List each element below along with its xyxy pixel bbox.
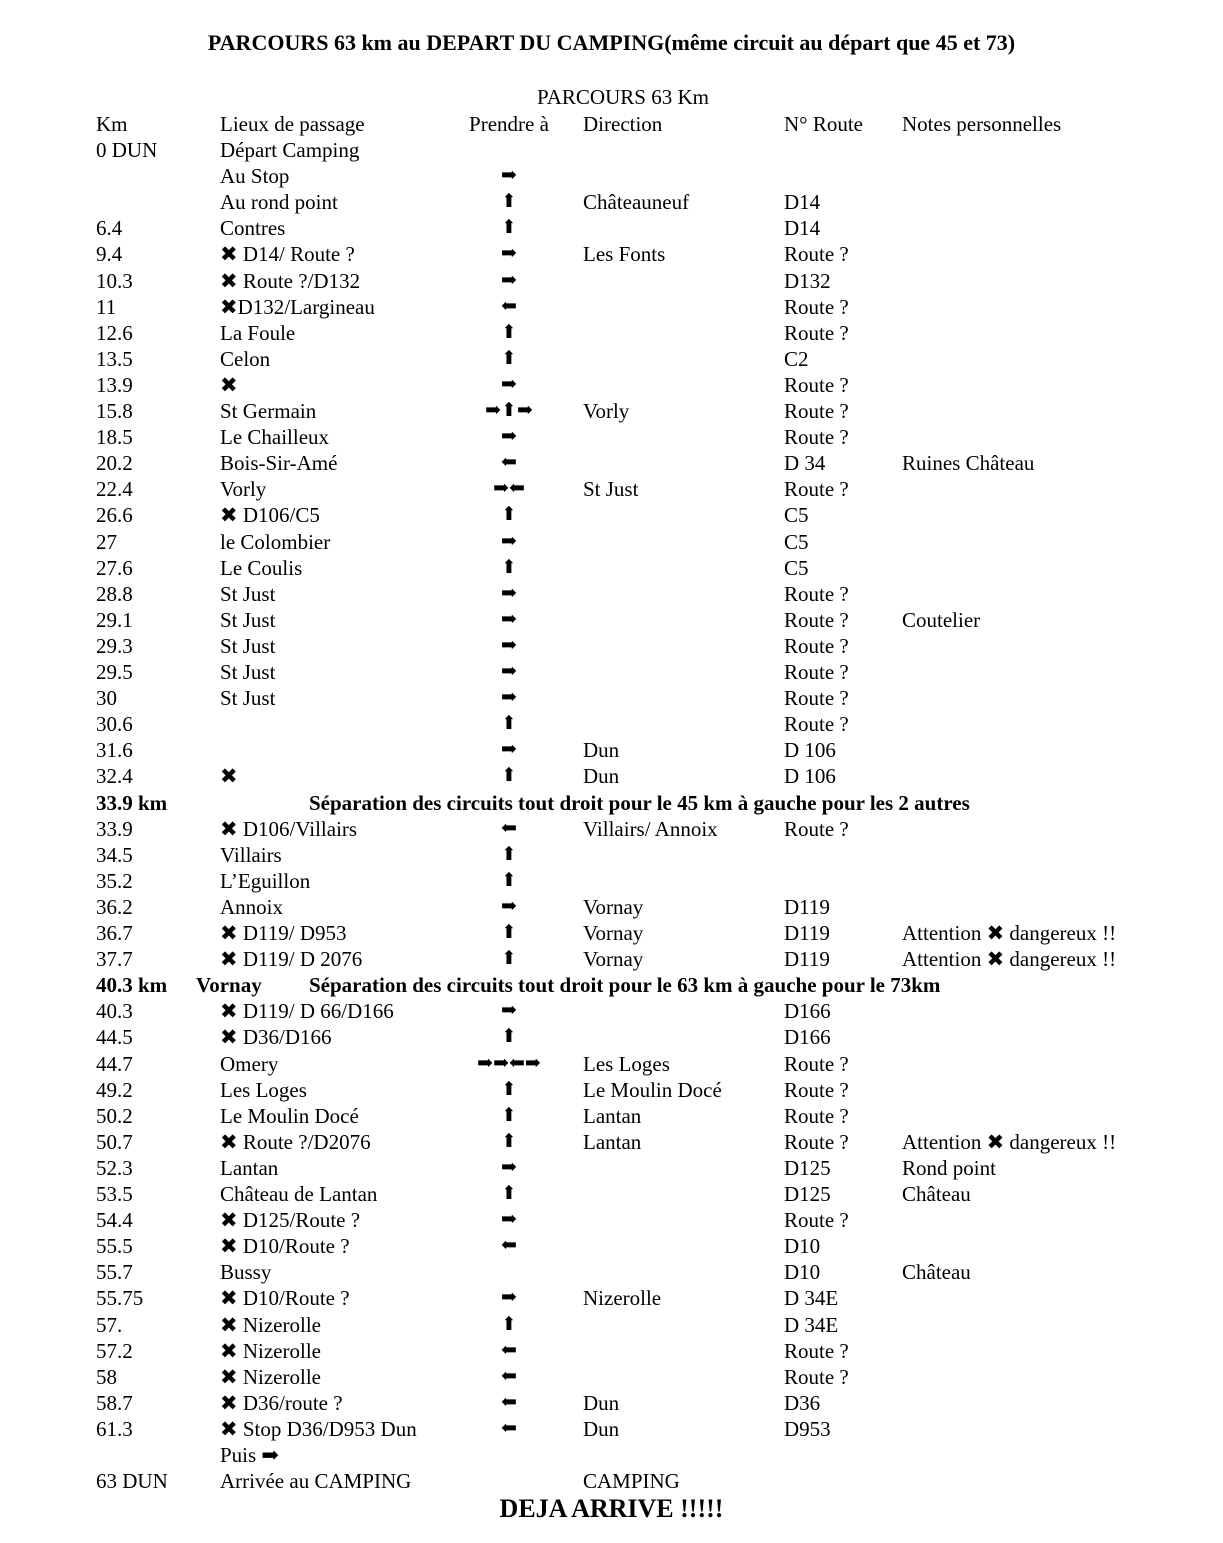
arrow-icons: ⬆ <box>501 922 517 943</box>
table-row <box>0 1416 1223 1442</box>
km-cell: 35.2 <box>96 868 133 893</box>
arrow-icons: ➡ <box>501 1156 517 1178</box>
km-cell: 11 <box>96 294 117 319</box>
place-cell: Arrivée au CAMPING <box>220 1469 412 1494</box>
direction-cell: Châteauneuf <box>583 190 690 215</box>
arrow-icons: ➡ <box>501 373 517 395</box>
km-cell: 53.5 <box>96 1182 133 1206</box>
arrow-icons: ⬆ <box>501 321 517 343</box>
separator-km: 40.3 km <box>96 973 168 998</box>
table-row <box>0 529 1223 555</box>
table-row <box>0 1155 1223 1181</box>
direction-cell: St Just <box>583 477 639 502</box>
arrow-icons: ➡ <box>501 582 517 604</box>
table-row <box>0 1103 1223 1129</box>
place-cell: ✖ D106/Villairs <box>220 816 358 841</box>
route-cell: D10 <box>784 1260 821 1285</box>
table-row <box>0 1390 1223 1416</box>
route-cell: D166 <box>784 1025 831 1050</box>
table-row <box>0 711 1223 737</box>
route-cell: C5 <box>784 555 809 580</box>
notes-cell: Château <box>902 1182 971 1206</box>
arrow-icons: ➡ <box>501 1000 517 1022</box>
km-cell: 13.9 <box>96 372 133 397</box>
km-cell: 40.3 <box>96 999 133 1024</box>
table-row <box>0 685 1223 711</box>
place-cell: ✖D132/Largineau <box>220 294 375 319</box>
km-cell: 36.7 <box>96 921 133 945</box>
route-cell: D10 <box>784 1234 821 1259</box>
table-row <box>0 633 1223 659</box>
route-cell: Route ? <box>784 633 849 658</box>
table-row <box>0 424 1223 450</box>
km-cell: 27.6 <box>96 555 133 580</box>
place-cell: Villairs <box>220 842 282 867</box>
route-cell: Route ? <box>784 399 849 423</box>
arrow-icons: ➡ <box>501 1287 517 1309</box>
place-cell: Celon <box>220 346 271 371</box>
km-cell: 34.5 <box>96 842 133 867</box>
route-cell: Route ? <box>784 712 849 737</box>
direction-cell: Vorly <box>583 399 630 423</box>
arrow-icons: ➡ <box>501 426 517 448</box>
direction-cell: Dun <box>583 1390 620 1415</box>
arrow-icons: ➡ <box>501 687 517 709</box>
table-subtitle: PARCOURS 63 Km <box>537 85 709 109</box>
place-cell: Omery <box>220 1051 279 1076</box>
route-cell: Route ? <box>784 425 849 450</box>
km-cell: 44.7 <box>96 1051 133 1076</box>
route-cell: Route ? <box>784 242 849 267</box>
table-row <box>0 737 1223 763</box>
page-title: PARCOURS 63 km au DEPART DU CAMPING(même circuit au départ que 45 et 73) <box>207 30 1016 55</box>
place-cell: le Colombier <box>220 529 331 554</box>
arrow-icons: ➡ <box>501 269 517 291</box>
arrow-icons: ⬅ <box>501 1339 517 1361</box>
direction-cell: Dun <box>583 1416 620 1441</box>
direction-cell: Lantan <box>583 1129 642 1154</box>
arrow-icons: ⬆ <box>501 869 517 891</box>
table-row <box>0 1312 1223 1338</box>
place-cell: St Just <box>220 581 276 606</box>
km-cell: 30 <box>96 686 117 711</box>
km-cell: 50.2 <box>96 1103 133 1128</box>
place-cell: St Just <box>220 660 276 684</box>
km-cell: 0 DUN <box>96 138 158 162</box>
separator-place: Vornay <box>196 973 262 998</box>
route-cell: Route ? <box>784 372 849 397</box>
route-cell: Route ? <box>784 294 849 319</box>
table-row <box>0 137 1223 163</box>
header-place: Lieux de passage <box>220 112 365 136</box>
place-cell: Le Moulin Docé <box>220 1103 359 1128</box>
place-cell: Puis ➡ <box>220 1443 280 1467</box>
separator-row <box>0 972 1223 998</box>
place-cell: Bois-Sir-Amé <box>220 451 338 476</box>
route-cell: Route ? <box>784 1129 849 1154</box>
place-cell: ✖ <box>220 764 238 789</box>
km-cell: 12.6 <box>96 320 133 345</box>
table-row <box>0 1285 1223 1311</box>
direction-cell: Villairs/ Annoix <box>583 816 718 841</box>
separator-row <box>0 790 1223 816</box>
direction-cell: Dun <box>583 738 620 763</box>
arrow-icons: ⬆ <box>501 217 517 239</box>
place-cell: Au rond point <box>220 190 338 215</box>
arrow-icons: ⬆ <box>501 1183 517 1204</box>
arrow-icons: ➡⬆➡ <box>485 400 533 421</box>
place-cell: Contres <box>220 216 286 241</box>
place-cell: L’Eguillon <box>220 868 311 893</box>
place-cell: ✖ <box>220 372 238 397</box>
table-row <box>0 1468 1223 1494</box>
km-cell: 55.75 <box>96 1286 144 1311</box>
route-cell: C5 <box>784 529 809 554</box>
km-cell: 27 <box>96 529 117 554</box>
km-cell: 29.3 <box>96 633 133 658</box>
table-row <box>0 894 1223 920</box>
route-cell: D 106 <box>784 738 836 763</box>
table-row <box>0 372 1223 398</box>
route-cell: D 34E <box>784 1286 839 1311</box>
header-route: N° Route <box>784 112 863 136</box>
km-cell: 6.4 <box>96 216 123 241</box>
direction-cell: Les Loges <box>583 1051 670 1076</box>
route-cell: Route ? <box>784 1077 849 1102</box>
place-cell: Vorly <box>220 477 267 502</box>
direction-cell: Nizerolle <box>583 1286 662 1311</box>
route-cell: D14 <box>784 190 821 215</box>
table-row <box>0 816 1223 842</box>
direction-cell: Les Fonts <box>583 242 666 267</box>
separator-text: Séparation des circuits tout droit pour le 63 km à gauche pour le 73km <box>309 973 941 998</box>
route-cell: Route ? <box>784 1364 849 1389</box>
place-cell: ✖ D119/ D 2076 <box>220 947 363 972</box>
route-cell: Route ? <box>784 816 849 841</box>
km-cell: 61.3 <box>96 1416 133 1441</box>
arrow-icons: ⬅ <box>501 1235 517 1257</box>
arrow-icons: ⬅ <box>501 295 517 317</box>
place-cell: St Just <box>220 686 276 711</box>
place-cell: ✖ D119/ D 66/D166 <box>220 999 394 1024</box>
place-cell: St Just <box>220 633 276 658</box>
place-cell: Départ Camping <box>220 138 360 162</box>
place-cell: Annoix <box>220 894 283 919</box>
route-cell: D119 <box>784 894 830 919</box>
km-cell: 52.3 <box>96 1155 133 1180</box>
table-row <box>0 998 1223 1024</box>
route-cell: D119 <box>784 947 830 972</box>
place-cell: ✖ Route ?/D132 <box>220 268 361 293</box>
place-cell: Le Chailleux <box>220 425 330 450</box>
place-cell: ✖ D14/ Route ? <box>220 242 355 267</box>
table-row <box>0 946 1223 972</box>
arrow-icons: ➡ <box>501 739 517 761</box>
place-cell: ✖ Nizerolle <box>220 1312 321 1337</box>
route-cell: D 106 <box>784 764 836 789</box>
route-cell: Route ? <box>784 1051 849 1076</box>
place-cell: St Germain <box>220 399 317 423</box>
notes-cell: Coutelier <box>902 607 981 632</box>
km-cell: 20.2 <box>96 451 133 476</box>
km-cell: 29.1 <box>96 607 133 632</box>
arrow-icons: ⬆ <box>501 347 517 369</box>
table-row <box>0 555 1223 581</box>
route-cell: D36 <box>784 1390 821 1415</box>
arrow-icons: ⬅ <box>501 817 517 839</box>
table-row <box>0 920 1223 946</box>
header-take: Prendre à <box>469 112 549 136</box>
km-cell: 44.5 <box>96 1025 133 1050</box>
header-km: Km <box>96 112 128 136</box>
arrow-icons: ⬅ <box>501 452 517 474</box>
table-row <box>0 1259 1223 1285</box>
route-cell: Route ? <box>784 581 849 606</box>
route-cell: D14 <box>784 216 821 241</box>
table-row <box>0 346 1223 372</box>
table-row <box>0 868 1223 894</box>
route-cell: Route ? <box>784 607 849 632</box>
notes-cell: Rond point <box>902 1155 996 1180</box>
table-row <box>0 607 1223 633</box>
km-cell: 15.8 <box>96 399 133 423</box>
arrow-icons: ➡ <box>501 243 517 265</box>
arrow-icons: ⬆ <box>501 1130 517 1152</box>
route-cell: C5 <box>784 503 809 528</box>
arrow-icons: ⬆ <box>501 191 517 213</box>
km-cell: 57. <box>96 1312 123 1337</box>
km-cell: 13.5 <box>96 346 133 371</box>
table-row <box>0 320 1223 346</box>
km-cell: 29.5 <box>96 660 133 684</box>
km-cell: 55.7 <box>96 1260 133 1285</box>
place-cell: ✖ D106/C5 <box>220 503 320 528</box>
place-cell: ✖ D119/ D953 <box>220 921 347 945</box>
separator-text: Séparation des circuits tout droit pour le 45 km à gauche pour les 2 autres <box>309 790 970 815</box>
place-cell: Bussy <box>220 1260 272 1285</box>
arrow-icons: ➡ <box>501 634 517 656</box>
route-cell: D132 <box>784 268 831 293</box>
route-cell: Route ? <box>784 1208 849 1233</box>
notes-cell: Attention ✖ dangereux !! <box>902 947 1117 972</box>
direction-cell: CAMPING <box>583 1469 680 1494</box>
arrow-icons: ⬆ <box>501 1078 517 1100</box>
table-row <box>0 1051 1223 1077</box>
header-notes: Notes personnelles <box>902 112 1062 136</box>
km-cell: 36.2 <box>96 894 133 919</box>
table-row <box>0 659 1223 685</box>
km-cell: 54.4 <box>96 1208 133 1233</box>
table-row <box>0 398 1223 424</box>
km-cell: 18.5 <box>96 425 133 450</box>
route-cell: Route ? <box>784 320 849 345</box>
arrow-icons: ⬅ <box>501 1365 517 1387</box>
km-cell: 57.2 <box>96 1338 133 1363</box>
arrow-icons: ➡ <box>501 165 517 187</box>
km-cell: 50.7 <box>96 1129 133 1154</box>
km-cell: 63 DUN <box>96 1469 168 1494</box>
place-cell: ✖ Nizerolle <box>220 1364 321 1389</box>
route-cell: D125 <box>784 1155 831 1180</box>
arrow-icons: ⬆ <box>501 713 517 735</box>
km-cell: 31.6 <box>96 738 133 763</box>
direction-cell: Vornay <box>583 921 644 945</box>
place-cell: ✖ D10/Route ? <box>220 1234 350 1259</box>
place-cell: ✖ D10/Route ? <box>220 1286 350 1311</box>
table-row <box>0 163 1223 189</box>
place-cell: ✖ D125/Route ? <box>220 1208 361 1233</box>
arrow-icons: ➡ <box>501 661 517 682</box>
arrow-icons: ➡➡⬅➡ <box>477 1052 541 1074</box>
arrow-icons: ➡⬅ <box>493 478 525 500</box>
separator-km: 33.9 km <box>96 790 168 815</box>
km-cell: 22.4 <box>96 477 133 502</box>
table-row <box>0 502 1223 528</box>
km-cell: 49.2 <box>96 1077 133 1102</box>
table-row <box>0 842 1223 868</box>
direction-cell: Lantan <box>583 1103 642 1128</box>
km-cell: 58 <box>96 1364 117 1389</box>
km-cell: 10.3 <box>96 268 133 293</box>
route-cell: D 34E <box>784 1312 839 1337</box>
table-row <box>0 476 1223 502</box>
place-cell: Le Coulis <box>220 555 303 580</box>
table-row <box>0 581 1223 607</box>
km-cell: 55.5 <box>96 1234 133 1259</box>
arrow-icons: ⬅ <box>501 1417 517 1439</box>
arrow-icons: ⬆ <box>501 1026 517 1048</box>
direction-cell: Vornay <box>583 947 644 972</box>
arrow-icons: ➡ <box>501 895 517 917</box>
place-cell: ✖ D36/D166 <box>220 1025 332 1050</box>
arrow-icons: ⬅ <box>501 1391 517 1413</box>
notes-cell: Attention ✖ dangereux !! <box>902 1129 1117 1154</box>
arrival-message: DEJA ARRIVE !!!!! <box>499 1494 724 1523</box>
place-cell: ✖ D36/route ? <box>220 1390 343 1415</box>
route-cell: D 34 <box>784 451 826 476</box>
notes-cell: Ruines Château <box>902 451 1035 476</box>
table-row <box>0 1077 1223 1103</box>
km-cell: 9.4 <box>96 242 123 267</box>
notes-cell: Attention ✖ dangereux !! <box>902 921 1117 945</box>
table-row <box>0 189 1223 215</box>
table-row <box>0 1233 1223 1259</box>
arrow-icons: ⬆ <box>501 556 517 578</box>
arrow-icons: ⬆ <box>501 504 517 526</box>
table-row <box>0 1129 1223 1155</box>
table-header <box>0 111 1223 137</box>
place-cell: St Just <box>220 607 276 632</box>
table-row <box>0 241 1223 267</box>
table-row <box>0 763 1223 789</box>
route-cell: Route ? <box>784 1103 849 1128</box>
route-cell: C2 <box>784 346 809 371</box>
arrow-icons: ➡ <box>501 608 517 630</box>
route-cell: D119 <box>784 921 830 945</box>
route-cell: Route ? <box>784 686 849 711</box>
table-row <box>0 268 1223 294</box>
arrow-icons: ⬆ <box>501 948 517 970</box>
table-row <box>0 1207 1223 1233</box>
km-cell: 30.6 <box>96 712 133 737</box>
direction-cell: Le Moulin Docé <box>583 1077 722 1102</box>
route-cell: Route ? <box>784 477 849 502</box>
km-cell: 28.8 <box>96 581 133 606</box>
km-cell: 58.7 <box>96 1390 133 1415</box>
arrow-icons: ➡ <box>501 1209 517 1231</box>
table-row <box>0 1364 1223 1390</box>
arrow-icons: ⬆ <box>501 843 517 865</box>
direction-cell: Vornay <box>583 894 644 919</box>
place-cell: ✖ Nizerolle <box>220 1338 321 1363</box>
direction-cell: Dun <box>583 764 620 789</box>
table-row <box>0 450 1223 476</box>
table-row <box>0 1181 1223 1207</box>
km-cell: 26.6 <box>96 503 133 528</box>
place-cell: Au Stop <box>220 164 290 189</box>
route-cell: Route ? <box>784 1338 849 1363</box>
route-cell: D166 <box>784 999 831 1024</box>
header-direction: Direction <box>583 112 663 136</box>
route-cell: D125 <box>784 1182 831 1206</box>
route-cell: D953 <box>784 1416 831 1441</box>
place-cell: La Foule <box>220 320 296 345</box>
table-row <box>0 1024 1223 1050</box>
km-cell: 32.4 <box>96 764 133 789</box>
route-cell: Route ? <box>784 660 849 684</box>
arrow-icons: ➡ <box>501 530 517 552</box>
place-cell: ✖ Route ?/D2076 <box>220 1129 371 1154</box>
place-cell: Lantan <box>220 1155 279 1180</box>
arrow-icons: ⬆ <box>501 1104 517 1126</box>
table-row <box>0 294 1223 320</box>
km-cell: 33.9 <box>96 816 133 841</box>
place-cell: ✖ Stop D36/D953 Dun <box>220 1416 417 1441</box>
arrow-icons: ⬆ <box>501 765 517 787</box>
place-cell: Château de Lantan <box>220 1182 378 1206</box>
table-row <box>0 215 1223 241</box>
table-row <box>0 1442 1223 1468</box>
notes-cell: Château <box>902 1260 971 1285</box>
place-cell: Les Loges <box>220 1077 307 1102</box>
km-cell: 37.7 <box>96 947 133 972</box>
arrow-icons: ⬆ <box>501 1313 517 1335</box>
table-row <box>0 1338 1223 1364</box>
